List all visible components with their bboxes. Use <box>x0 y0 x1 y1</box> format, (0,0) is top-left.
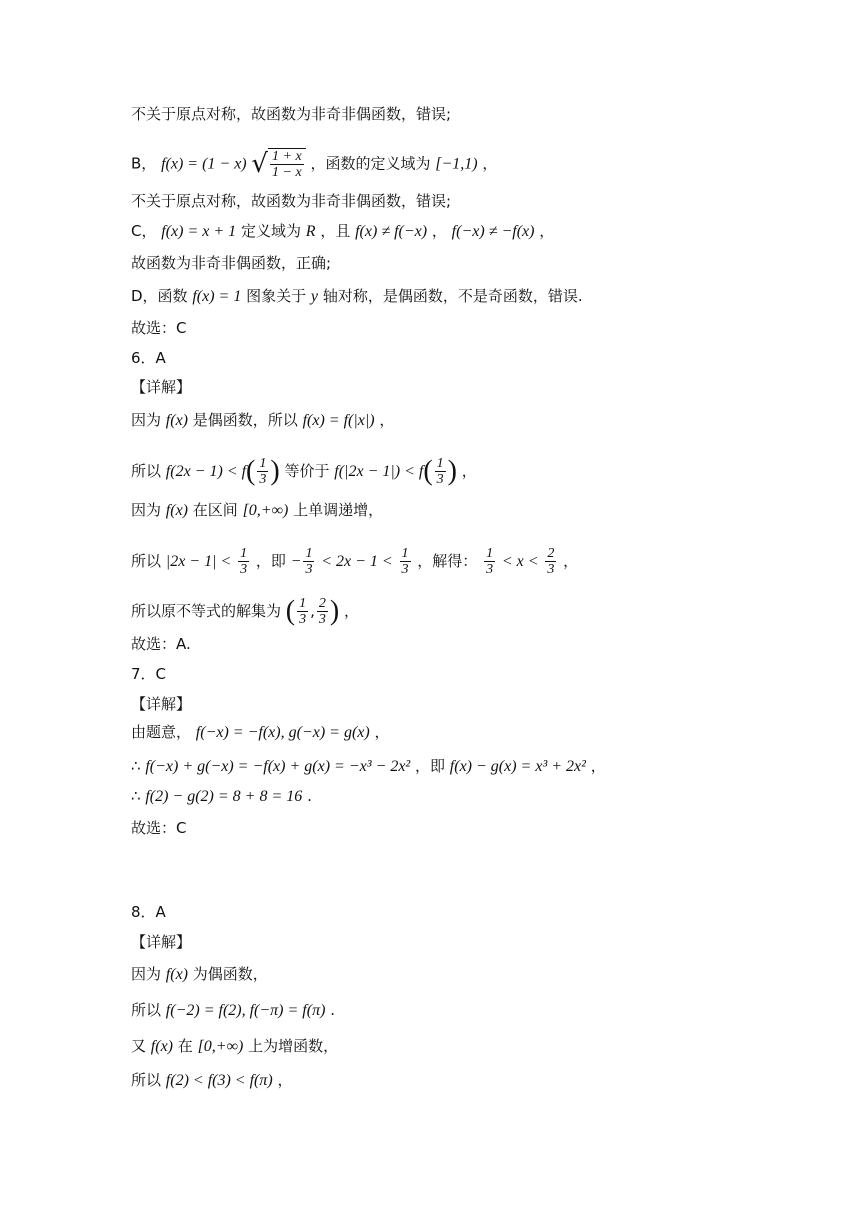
math-expression: f(x) = 1 <box>192 288 242 305</box>
text-line: 因为 f(x) 为偶函数， <box>131 965 268 983</box>
option-label: B， <box>131 154 157 173</box>
math-expression: < 2x − 1 < <box>321 553 393 570</box>
question-heading: 6．A <box>131 349 166 367</box>
text-line <box>131 104 451 124</box>
fraction: $\frac{2}{3}$ <box>547 546 555 577</box>
text-line: 又 f(x) 在 [0,+∞) 上为增函数， <box>131 1037 339 1055</box>
question-heading: 8．A <box>131 903 166 921</box>
text: 轴对称，是偶函数，不是奇函数，错误. <box>322 287 583 305</box>
math-expression: < x < <box>501 553 539 570</box>
math-expression: f(x) <box>165 412 188 429</box>
math-expression: R <box>305 223 316 240</box>
text-line: 所以 f(2) < f(3) < f(π) ， <box>131 1071 293 1089</box>
fraction: $\frac{1}{3}$ <box>436 456 444 487</box>
fraction: $\frac{1}{3}$ <box>259 456 267 487</box>
math-expression: [0,+∞) <box>242 502 289 519</box>
fraction: $\frac{1}{3}$ <box>240 546 248 577</box>
text-line: 因为 f(x) 在区间 [0,+∞) 上单调递增， <box>131 501 384 519</box>
math-expression: |2x − 1| < <box>165 553 232 570</box>
fraction: $\frac{1}{3}$ <box>299 596 307 627</box>
text-line: 所以 |2x − 1| < $\frac{1}{3}$ ，即 − $\frac{1}{3}$ < 2x − 1 < $\frac{1}{3}$ ，解得： $\frac{1}{3}$ < x < $\frac{2}{3}$ ， <box>131 546 579 577</box>
math-expression: f(x) <box>165 502 188 519</box>
text-line: ∴ f(2) − g(2) = 8 + 8 = 16 . <box>131 787 312 805</box>
fraction: $\frac{2}{3}$ <box>318 596 326 627</box>
text-line: 因为 f(x) 是偶函数，所以 f(x) = f(|x|) ， <box>131 411 395 429</box>
answer-line: 故选：A. <box>131 635 191 653</box>
math-expression: f(−x) + g(−x) = −f(x) + g(x) = −x³ − 2x² <box>145 758 411 775</box>
text-line: 由题意， f(−x) = −f(x), g(−x) = g(x) ， <box>131 723 390 741</box>
math-expression: [−1,1) <box>435 155 478 173</box>
text-line: 所以原不等式的解集为 ( $\frac{1}{3}$ , $\frac{2}{3}$ ) ， <box>131 595 360 627</box>
text: 不关于原点对称，故函数为非奇非偶函数，错误; <box>131 192 452 210</box>
math-expression: f(2x − 1) < f <box>165 463 247 480</box>
fraction: $\frac{1 + x}{1 - x}$ <box>272 149 302 180</box>
fraction: $\frac{1}{3}$ <box>305 546 313 577</box>
math-expression: f(−x) = −f(x), g(−x) = g(x) <box>195 724 370 741</box>
answer-line: 故选：C <box>131 319 187 337</box>
answer-line: 故选：C <box>131 819 187 837</box>
math-expression: [0,+∞) <box>197 1038 244 1055</box>
option-c-line: C， f(x) = x + 1 定义域为 R ，且 f(x) ≠ f(−x) ， f(−x) ≠ −f(x) ， <box>131 222 555 240</box>
math-expression: f(x) − g(x) = x³ + 2x² <box>449 758 586 775</box>
math-expression: f(x) = x + 1 <box>161 223 237 240</box>
math-expression: f(2) − g(2) = 8 + 8 = 16 <box>145 788 303 805</box>
text: D，函数 <box>131 287 188 305</box>
math-expression: f(x) <box>150 1038 173 1055</box>
question-heading: 7．C <box>131 665 167 683</box>
text-line: 所以 f(2x − 1) < f( $\frac{1}{3}$ ) 等价于 f(|2x − 1|) < f( $\frac{1}{3}$ ) ， <box>131 455 477 487</box>
math-expression: f(−2) = f(2), f(−π) = f(π) <box>165 1002 326 1019</box>
text: 故函数为非奇非偶函数，正确; <box>131 254 332 272</box>
fraction: $\frac{1}{3}$ <box>486 546 494 577</box>
text: 不关于原点对称，故函数为非奇非偶函数，错误; <box>131 105 452 123</box>
detail-heading: 【详解】 <box>131 378 192 396</box>
text-line: 所以 f(−2) = f(2), f(−π) = f(π) . <box>131 1001 335 1019</box>
detail-heading: 【详解】 <box>131 695 192 713</box>
math-expression: y <box>310 288 319 305</box>
text: ，函数的定义域为 <box>310 154 431 173</box>
math-expression: f(x) = f(|x|) <box>302 412 375 429</box>
square-root: √ $\frac{1 + x}{1 - x}$ <box>251 148 305 180</box>
option-label: C， <box>131 222 157 240</box>
text-line <box>131 253 331 273</box>
fraction: $\frac{1}{3}$ <box>401 546 409 577</box>
math-expression: f(|2x − 1|) < f <box>334 463 424 480</box>
text: ，且 <box>320 222 351 240</box>
text: 图象关于 <box>246 287 307 305</box>
text: 定义域为 <box>240 222 301 240</box>
text-line: ∴ f(−x) + g(−x) = −f(x) + g(x) = −x³ − 2x² ，即 f(x) − g(x) = x³ + 2x² ， <box>131 757 606 775</box>
option-d-line <box>131 286 583 307</box>
math-expression: f(x) = (1 − x) <box>161 155 247 173</box>
math-expression: f(−x) ≠ −f(x) <box>451 223 535 240</box>
math-expression: f(2) < f(3) < f(π) <box>165 1072 273 1089</box>
math-expression: f(x) ≠ f(−x) <box>355 223 428 240</box>
text-line <box>131 191 451 211</box>
math-expression: f(x) <box>165 966 188 983</box>
option-b-line: B， f(x) = (1 − x) √ $\frac{1 + x}{1 - x}$ ，函数的定义域为 [−1,1) ， <box>131 149 498 180</box>
detail-heading: 【详解】 <box>131 933 192 951</box>
